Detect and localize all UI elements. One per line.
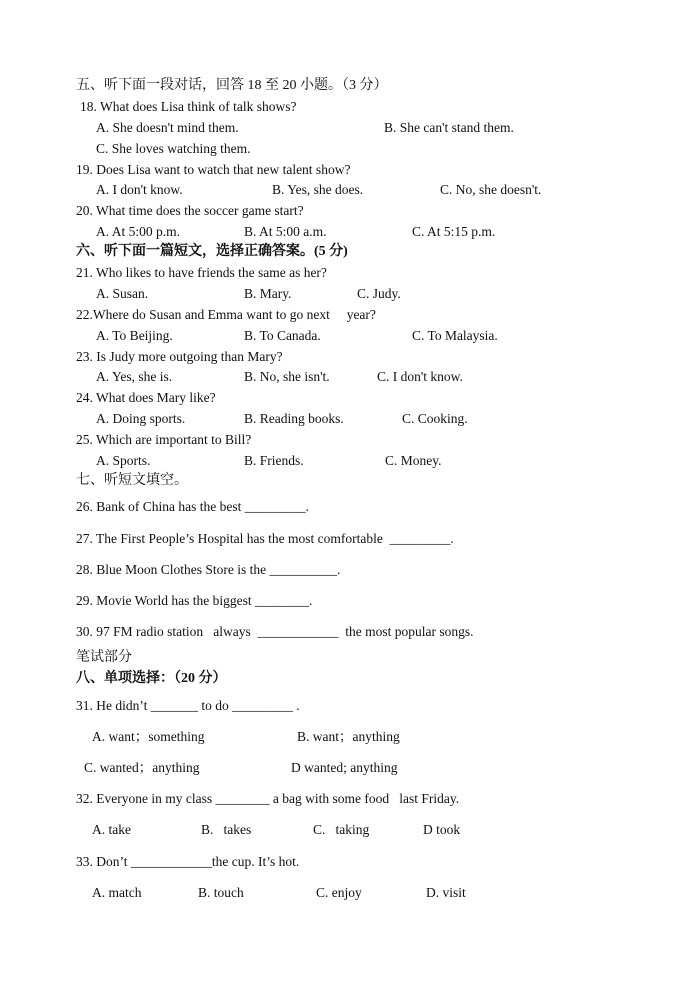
q33-option-c: C. enjoy [316, 885, 362, 900]
q23-stem: 23. Is Judy more outgoing than Mary? [76, 349, 283, 364]
q27-text: 27. The First People’s Hospital has the most comfortable _________. [76, 531, 454, 546]
q21-option-a: A. Susan. [96, 286, 149, 301]
q22-stem: 22.Where do Susan and Emma want to go next year? [76, 307, 376, 322]
q23-option-a: A. Yes, she is. [96, 369, 173, 384]
q24-option-a: A. Doing sports. [96, 411, 186, 426]
q32-stem: 32. Everyone in my class ________ a bag with some food last Friday. [76, 791, 460, 806]
q18-option-a: A. She doesn't mind them. [96, 120, 239, 135]
q33-option-b: B. touch [198, 885, 244, 900]
q18-option-c: C. She loves watching them. [96, 141, 251, 156]
section-8-header: 八、单项选择：（20 分） [76, 671, 227, 686]
written-part-header: 笔试部分 [76, 650, 132, 665]
q25-option-b: B. Friends. [244, 453, 304, 468]
q26-text: 26. Bank of China has the best _________. [76, 499, 309, 514]
q18-stem: 18. What does Lisa think of talk shows? [80, 99, 297, 114]
q31-option-c: C. wanted；anything [84, 760, 200, 775]
q32-option-d: D took [423, 822, 461, 837]
q32-option-a: A. take [92, 822, 131, 837]
q33-option-a: A. match [92, 885, 142, 900]
section-6-header: 六、听下面一篇短文，选择正确答案。(5 分) [76, 244, 348, 259]
q20-option-b: B. At 5:00 a.m. [244, 224, 327, 239]
q21-option-b: B. Mary. [244, 286, 292, 301]
q23-option-c: C. I don't know. [377, 369, 463, 384]
q24-option-b: B. Reading books. [244, 411, 344, 426]
q20-stem: 20. What time does the soccer game start? [76, 203, 304, 218]
q19-option-c: C. No, she doesn't. [440, 182, 542, 197]
q31-option-b: B. want；anything [297, 729, 400, 744]
q32-option-b: B. takes [201, 822, 252, 837]
q32-option-c: C. taking [313, 822, 370, 837]
q33-stem: 33. Don’t ____________the cup. It’s hot. [76, 854, 300, 869]
q22-option-c: C. To Malaysia. [412, 328, 498, 343]
q31-option-d: D wanted; anything [291, 760, 398, 775]
section-5-header: 五、听下面一段对话，回答 18 至 20 小题。（3 分） [76, 78, 388, 93]
q21-stem: 21. Who likes to have friends the same as her? [76, 265, 327, 280]
q21-option-c: C. Judy. [357, 286, 401, 301]
q28-text: 28. Blue Moon Clothes Store is the __________. [76, 562, 341, 577]
q25-stem: 25. Which are important to Bill? [76, 432, 252, 447]
q22-option-a: A. To Beijing. [96, 328, 173, 343]
q29-text: 29. Movie World has the biggest ________. [76, 593, 313, 608]
q24-option-c: C. Cooking. [402, 411, 468, 426]
q31-stem: 31. He didn’t _______ to do _________ . [76, 698, 300, 713]
q25-option-c: C. Money. [385, 453, 442, 468]
q23-option-b: B. No, she isn't. [244, 369, 330, 384]
q18-option-b: B. She can't stand them. [384, 120, 514, 135]
q19-stem: 19. Does Lisa want to watch that new talent show? [76, 162, 351, 177]
q33-option-d: D. visit [426, 885, 466, 900]
q31-option-a: A. want；something [92, 729, 205, 744]
q20-option-a: A. At 5:00 p.m. [96, 224, 181, 239]
q25-option-a: A. Sports. [96, 453, 151, 468]
q20-option-c: C. At 5:15 p.m. [412, 224, 496, 239]
q30-text: 30. 97 FM radio station always ____________ the most popular songs. [76, 624, 474, 639]
q22-option-b: B. To Canada. [244, 328, 321, 343]
q19-option-a: A. I don't know. [96, 182, 183, 197]
q24-stem: 24. What does Mary like? [76, 390, 216, 405]
section-7-header: 七、听短文填空。 [76, 473, 188, 488]
q19-option-b: B. Yes, she does. [272, 182, 364, 197]
